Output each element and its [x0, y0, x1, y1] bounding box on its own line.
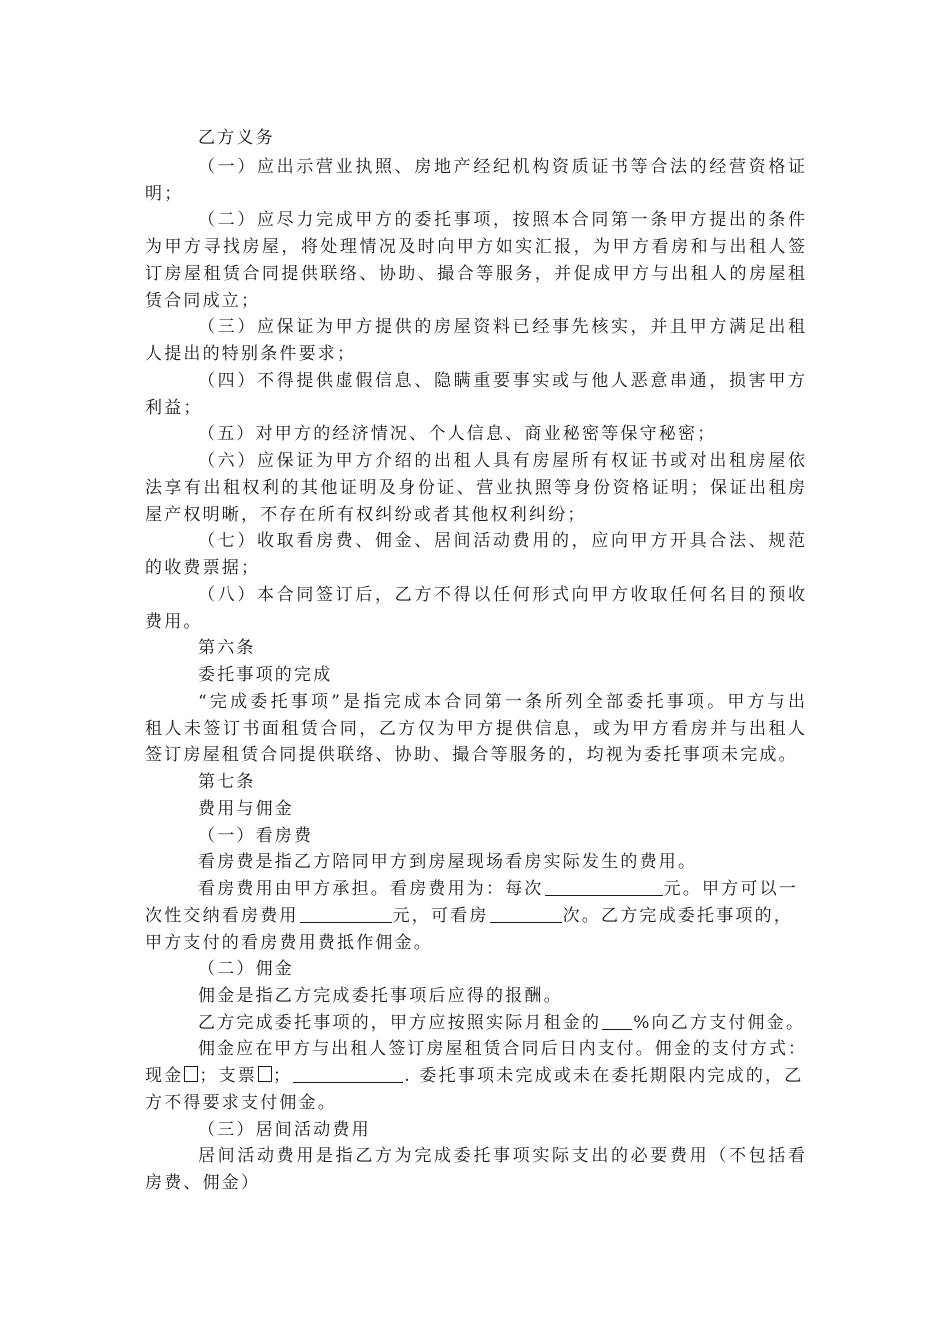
paragraph-line [145, 341, 805, 368]
checkbox-cash[interactable] [184, 1066, 198, 1082]
text: 元。甲方可以一 [663, 879, 799, 899]
text: （二）应尽力完成甲方的委托事项，按照本合同第一条甲方提出的条件 [198, 210, 805, 230]
text: 订房屋租赁合同提供联络、协助、撮合等服务，并促成甲方与出租人的房屋租 [145, 264, 805, 284]
text: （一）看房费 [198, 826, 314, 846]
article-six-heading [198, 635, 805, 662]
article-seven-title [198, 796, 805, 823]
text: 屋产权明晰，不存在所有权纠纷或者其他权利纠纷； [145, 505, 587, 525]
paragraph-line [198, 582, 805, 609]
text: 签订房屋租赁合同提供联络、协助、撮合等服务的，均视为委托事项未完成。 [145, 745, 798, 765]
paragraph-line [145, 930, 805, 957]
text: ；支票 [199, 1066, 258, 1086]
text: ； [273, 1066, 293, 1086]
text: 方不得要求支付佣金。 [145, 1093, 337, 1113]
blank-field [490, 905, 562, 923]
paragraph-line [145, 903, 805, 930]
paragraph-line [145, 261, 805, 288]
paragraph-line [198, 1036, 805, 1063]
text: （一）应出示营业执照、房地产经纪机构资质证书等合法的经营资格证 [198, 157, 805, 177]
text: 佣金应在甲方与出租人签订房屋租赁合同后日内支付。佣金的支付方式： [198, 1039, 805, 1059]
subheading-intermediary-costs [198, 1117, 805, 1144]
text: 为甲方寻找房屋，将处理情况及时向甲方如实汇报，为甲方看房和与出租人签 [145, 237, 805, 257]
text: 法享有出租权利的其他证明及身份证、营业执照等身份资格证明；保证出租房 [145, 478, 805, 498]
paragraph-line [198, 876, 805, 903]
article-six-title [198, 662, 805, 689]
paragraph-line [145, 716, 805, 743]
text: 次性交纳看房费用 [145, 906, 299, 926]
text: 看房费是指乙方陪同甲方到房屋现场看房实际发生的费用。 [198, 852, 698, 872]
paragraph-line [145, 502, 805, 529]
paragraph-line [198, 689, 805, 716]
text: （三）应保证为甲方提供的房屋资料已经事先核实，并且甲方满足出租 [198, 317, 805, 337]
text: 佣金是指乙方完成委托事项后应得的报酬。 [198, 986, 563, 1006]
paragraph-line [145, 1090, 805, 1117]
heading-party-b-obligations [198, 125, 805, 152]
text: 乙方义务 [198, 128, 275, 148]
article-seven-heading [198, 769, 805, 796]
text: . 委托事项未完成或未在委托期限内完成的，乙 [404, 1066, 804, 1086]
paragraph-line [198, 314, 805, 341]
paragraph-line [198, 1143, 805, 1170]
blank-field [300, 905, 392, 923]
text: %向乙方支付佣金。 [633, 1013, 806, 1033]
text: 费用与佣金 [198, 799, 294, 819]
text: 现金 [145, 1066, 184, 1086]
text: （四）不得提供虚假信息、隐瞒重要事实或与他人恶意串通，损害甲方 [198, 371, 805, 391]
paragraph-line [198, 849, 805, 876]
paragraph-line [198, 528, 805, 555]
paragraph-line [198, 368, 805, 395]
text: 第六条 [198, 638, 256, 658]
checkbox-check[interactable] [258, 1066, 272, 1082]
text: 明； [145, 184, 184, 204]
text: 居间活动费用是指乙方为完成委托事项实际支出的必要费用（不包括看 [198, 1146, 805, 1166]
subheading-commission [198, 956, 805, 983]
paragraph-line [198, 421, 805, 448]
paragraph-line [145, 395, 805, 422]
text: 乙方完成委托事项的，甲方应按照实际月租金的 [198, 1013, 602, 1033]
text: （三）居间活动费用 [198, 1120, 371, 1140]
text: 人提出的特别条件要求； [145, 344, 357, 364]
paragraph-line [145, 1170, 805, 1197]
text: 利益； [145, 398, 203, 418]
text: 赁合同成立； [145, 291, 261, 311]
text: （七）收取看房费、佣金、居间活动费用的，应向甲方开具合法、规范 [198, 531, 805, 551]
paragraph-line [145, 181, 805, 208]
paragraph-line [198, 983, 805, 1010]
paragraph-line [198, 154, 805, 181]
paragraph-line [145, 288, 805, 315]
paragraph-line [145, 609, 805, 636]
text: （六）应保证为甲方介绍的出租人具有房屋所有权证书或对出租房屋依 [198, 451, 805, 471]
text: 看房费用由甲方承担。看房费用为：每次 [198, 879, 544, 899]
blank-field [293, 1065, 403, 1083]
text: 租人未签订书面租赁合同，乙方仅为甲方提供信息，或为甲方看房并与出租人 [145, 719, 805, 739]
text: 委托事项的完成 [198, 665, 333, 685]
text: （八）本合同签订后，乙方不得以任何形式向甲方收取任何名目的预收 [198, 585, 805, 605]
blank-field [602, 1012, 632, 1030]
text: 房费、佣金） [145, 1173, 261, 1193]
text: 甲方支付的看房费用费抵作佣金。 [145, 933, 433, 953]
blank-field [545, 878, 663, 896]
paragraph-line [198, 1010, 805, 1037]
text: 第七条 [198, 772, 256, 792]
subheading-viewing-fee [198, 823, 805, 850]
paragraph-line [198, 207, 805, 234]
text: “完成委托事项”是指完成本合同第一条所列全部委托事项。甲方与出 [198, 692, 805, 712]
paragraph-line [145, 475, 805, 502]
text: 的收费票据； [145, 558, 261, 578]
text: 次。乙方完成委托事项的， [562, 906, 794, 926]
text: （五）对甲方的经济情况、个人信息、商业秘密等保守秘密； [198, 424, 717, 444]
text: （二）佣金 [198, 959, 294, 979]
paragraph-line [145, 555, 805, 582]
paragraph-line [145, 234, 805, 261]
paragraph-line [145, 1063, 805, 1090]
paragraph-line [145, 742, 805, 769]
paragraph-line [198, 448, 805, 475]
text: 元，可看房 [392, 906, 489, 926]
text: 费用。 [145, 612, 203, 632]
